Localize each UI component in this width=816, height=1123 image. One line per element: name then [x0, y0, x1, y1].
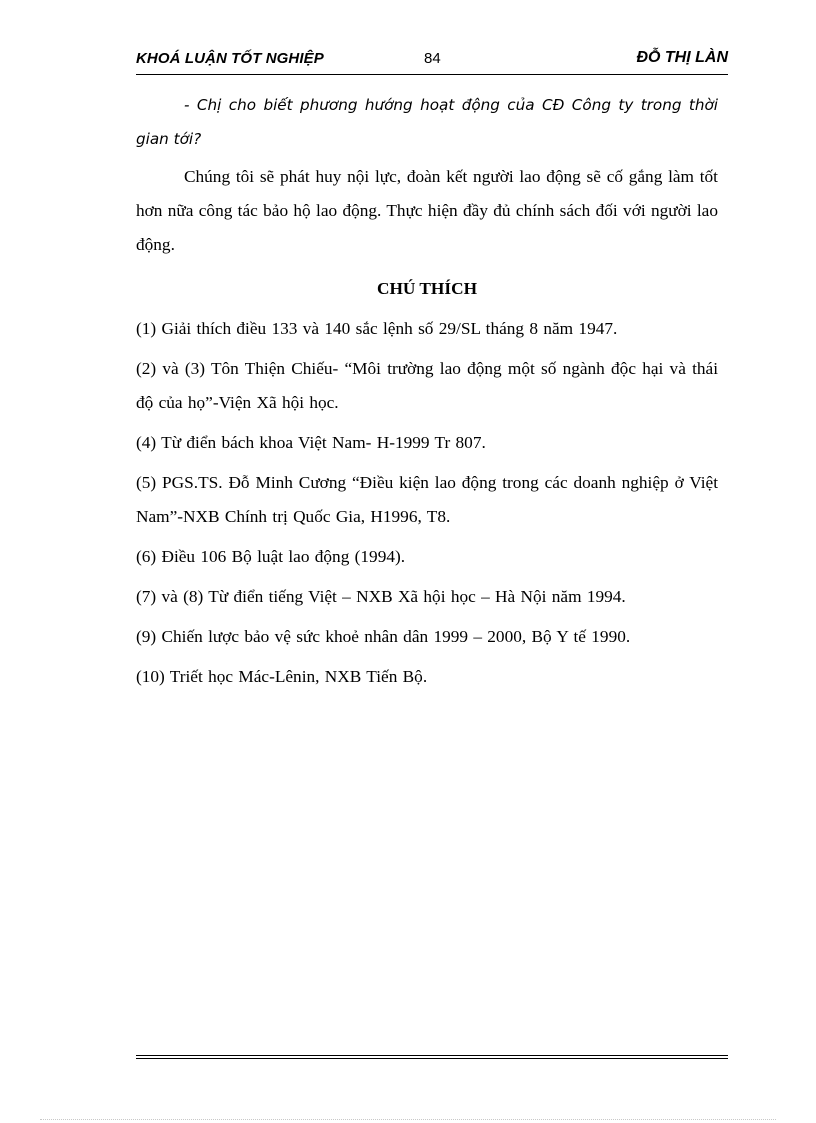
note-item-2-3: (2) và (3) Tôn Thiện Chiếu- “Môi trường lao động một số ngành độc hại và thái độ của họ”-Viện Xã hội học. [136, 359, 718, 412]
header-author: ĐỖ THỊ LÀN [636, 49, 728, 66]
note-item-7-8: (7) và (8) Từ điển tiếng Việt – NXB Xã hội học – Hà Nội năm 1994. [136, 587, 626, 606]
header-page-number: 84 [424, 50, 441, 67]
interview-question: - Chị cho biết phương hướng hoạt động của CĐ Công ty trong thời gian tới? [136, 96, 718, 148]
notes-list [136, 312, 718, 694]
footer-rule-top [136, 1055, 728, 1056]
header-rule [136, 74, 728, 75]
page-header [136, 46, 728, 74]
note-item-1: (1) Giải thích điều 133 và 140 sắc lệnh số 29/SL tháng 8 năm 1947. [136, 319, 618, 338]
note-item-9: (9) Chiến lược bảo vệ sức khoẻ nhân dân 1999 – 2000, Bộ Y tế 1990. [136, 627, 631, 646]
page-edge-dots [40, 1119, 776, 1120]
note-item-10: (10) Triết học Mác-Lênin, NXB Tiến Bộ. [136, 667, 428, 686]
header-thesis-title: KHOÁ LUẬN TỐT NGHIỆP [136, 50, 324, 67]
page-content [136, 88, 718, 700]
note-item-5: (5) PGS.TS. Đỗ Minh Cương “Điều kiện lao động trong các doanh nghiệp ở Việt Nam”-NXB Chính trị Quốc Gia, H1996, T8. [136, 473, 718, 526]
note-item-6: (6) Điều 106 Bộ luật lao động (1994). [136, 547, 406, 566]
interview-answer: Chúng tôi sẽ phát huy nội lực, đoàn kết người lao động sẽ cố gắng làm tốt hơn nữa công tác bảo hộ lao động. Thực hiện đầy đủ chính sách đối với người lao động. [136, 167, 718, 254]
footer-rule-bottom [136, 1058, 728, 1059]
note-item-4: (4) Từ điển bách khoa Việt Nam- H-1999 Tr 807. [136, 433, 486, 452]
notes-title: CHÚ THÍCH [376, 279, 478, 298]
